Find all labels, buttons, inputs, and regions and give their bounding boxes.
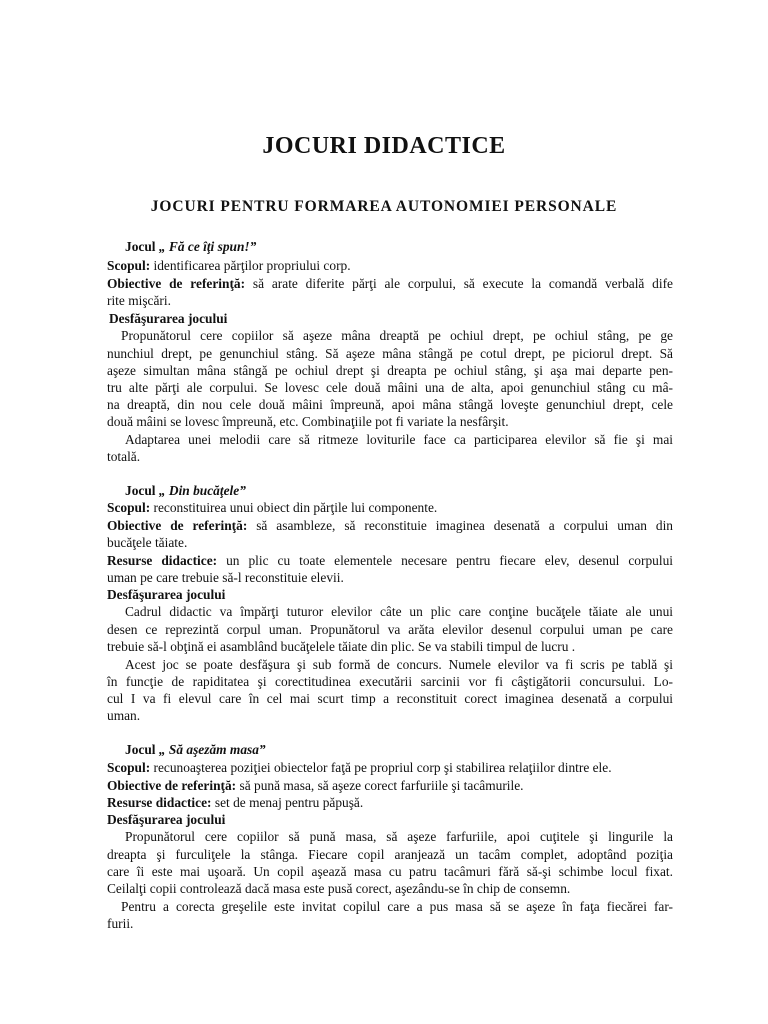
- bold-label: Obiective de referinţă:: [107, 276, 253, 291]
- text-line: [107, 396, 673, 414]
- text-line: [107, 552, 673, 570]
- text-line: [125, 656, 673, 674]
- text-run: na dreaptă, din nou cele două mâini împreună, apoi mâna stângă loveşte genunchiul drept, cele: [107, 397, 673, 412]
- text-run: furii.: [107, 916, 134, 931]
- text-line: [107, 257, 673, 275]
- bold-label: Scopul:: [107, 500, 154, 515]
- text-line: [107, 586, 673, 604]
- text-run: Pentru a corecta greşelile este invitat copilul care a pus masa să se aşeze în faţa fiecărei far-: [121, 899, 673, 914]
- text-line: [109, 310, 673, 328]
- text-run: să pună masa, să aşeze corect farfuriile şi tacâmurile.: [239, 778, 524, 793]
- text-run: care îi este mai uşoară. Un copil aşează masa cu patru tacâmuri fără să-şi schimbe locul fixat.: [107, 864, 673, 879]
- bold-label: Jocul: [125, 742, 159, 757]
- bold-label: Obiective de referinţă:: [107, 778, 240, 793]
- bold-label: Obiective de referinţă:: [107, 518, 257, 533]
- text-line: [107, 379, 673, 397]
- text-run: dreapta şi furculiţele la stânga. Fiecare copil aranjează un tacâm complet, adoptând poziţia: [107, 847, 673, 862]
- bold-label: Desfăşurarea jocului: [107, 812, 226, 827]
- text-run: Cadrul didactic va împărţi tuturor elevilor câte un plic care conţine bucăţele tăiate ale unui: [125, 604, 673, 619]
- text-line: [107, 345, 673, 363]
- text-run: să arate diferite părţi ale corpului, să execute la comandă verbală dife: [252, 276, 673, 291]
- text-run: Ceilalţi copii controlează dacă masa este pusă corect, aşezându-se în chip de consemn.: [107, 881, 571, 896]
- bold-label: Scopul:: [107, 760, 154, 775]
- bold-label: „ Să aşezăm masa”: [158, 742, 266, 757]
- text-run: reconstituirea unui obiect din părţile lui componente.: [153, 500, 438, 515]
- document-title: JOCURI DIDACTICE: [262, 133, 506, 159]
- text-line: [107, 673, 673, 691]
- text-line: [107, 638, 673, 656]
- text-run: Propunătorul cere copiilor să aşeze mâna dreaptă pe ochiul drept, pe ochiul stâng, pe ge: [121, 328, 673, 343]
- bold-label: Jocul: [125, 239, 159, 254]
- text-run: cul I va fi elevul care în cel mai scurt timp a reconstituit corect imaginea desenată a corpului: [107, 691, 673, 706]
- bold-label: „ Din bucăţele”: [158, 483, 246, 498]
- bold-label: Resurse didactice:: [107, 553, 227, 568]
- text-line: [125, 238, 673, 256]
- text-line: [125, 431, 673, 449]
- text-line: [107, 621, 673, 639]
- text-run: un plic cu toate elementele necesare pentru fiecare elev, desenul corpului: [226, 553, 673, 568]
- text-line: [121, 327, 673, 345]
- text-line: [125, 828, 673, 846]
- text-line: [107, 690, 673, 708]
- document-subtitle: JOCURI PENTRU FORMAREA AUTONOMIEI PERSONALE: [150, 198, 618, 215]
- text-line: [107, 811, 673, 829]
- text-line: [125, 603, 673, 621]
- bold-label: „ Fă ce îţi spun!”: [158, 239, 257, 254]
- text-line: [107, 759, 673, 777]
- text-line: [107, 569, 673, 587]
- text-line: [107, 915, 673, 933]
- text-run: bucăţele tăiate.: [107, 535, 188, 550]
- bold-label: Desfăşurarea jocului: [107, 587, 226, 602]
- text-line: [107, 448, 673, 466]
- text-line: [107, 362, 673, 380]
- text-run: rite mişcări.: [107, 293, 171, 308]
- text-run: uman.: [107, 708, 141, 723]
- text-line: [107, 517, 673, 535]
- text-run: Acest joc se poate desfăşura şi sub formă de concurs. Numele elevilor va fi scris pe tablă şi: [125, 657, 673, 672]
- text-line: [107, 794, 673, 812]
- text-run: recunoaşterea poziţiei obiectelor faţă pe propriul corp şi stabilirea relaţiilor dintre ele.: [153, 760, 612, 775]
- text-run: aşeze simultan mâna stângă pe ochiul drept şi dreapta pe ochiul stâng, şi aşa mai departe pen-: [107, 363, 673, 378]
- text-run: totală.: [107, 449, 141, 464]
- text-run: trebuie să-l obţină ei asamblând bucăţelele tăiate din plic. Se va stabili timpul de lucru .: [107, 639, 576, 654]
- text-run: în funcţie de rapiditatea şi corectitudinea executării sarcinii vor fi câştigătorii concursului. Lo-: [107, 674, 673, 689]
- text-line: [107, 846, 673, 864]
- text-run: tru alte părţi ale corpului. Se lovesc cele două mâini una de alta, apoi genunchiul stâng cu mâ-: [107, 380, 673, 395]
- text-line: [107, 707, 673, 725]
- text-run: două mâini se lovesc împreună, etc. Combinaţiile pot fi variate la nesfârşit.: [107, 414, 509, 429]
- text-line: [107, 275, 673, 293]
- text-line: [107, 863, 673, 881]
- text-run: Adaptarea unei melodii care să ritmeze loviturile face ca participarea elevilor să fie şi mai: [125, 432, 673, 447]
- text-run: set de menaj pentru păpuşă.: [214, 795, 364, 810]
- text-run: desen ce reprezintă corpul uman. Propunătorul va arăta elevilor desenul corpului uman pe care: [107, 622, 673, 637]
- bold-label: Desfăşurarea jocului: [109, 311, 228, 326]
- text-run: identificarea părţilor propriului corp.: [153, 258, 351, 273]
- text-line: [125, 482, 673, 500]
- text-line: [121, 898, 673, 916]
- text-run: nunchiul drept, pe genunchiul stâng. Să aşeze mâna stângă pe cotul drept, pe piciorul drept. Să: [107, 346, 673, 361]
- text-run: uman pe care trebuie să-l reconstituie elevii.: [107, 570, 344, 585]
- bold-label: Jocul: [125, 483, 159, 498]
- text-line: [107, 534, 673, 552]
- bold-label: Resurse didactice:: [107, 795, 215, 810]
- text-line: [107, 777, 673, 795]
- text-line: [107, 499, 673, 517]
- text-line: [107, 880, 673, 898]
- text-line: [107, 413, 673, 431]
- text-line: [107, 292, 673, 310]
- text-run: să asambleze, să reconstituie imaginea desenată a corpului uman din: [256, 518, 673, 533]
- text-line: [125, 741, 673, 759]
- bold-label: Scopul:: [107, 258, 154, 273]
- text-run: Propunătorul cere copiilor să pună masa, să aşeze farfuriile, apoi cuţitele şi lingurile la: [125, 829, 673, 844]
